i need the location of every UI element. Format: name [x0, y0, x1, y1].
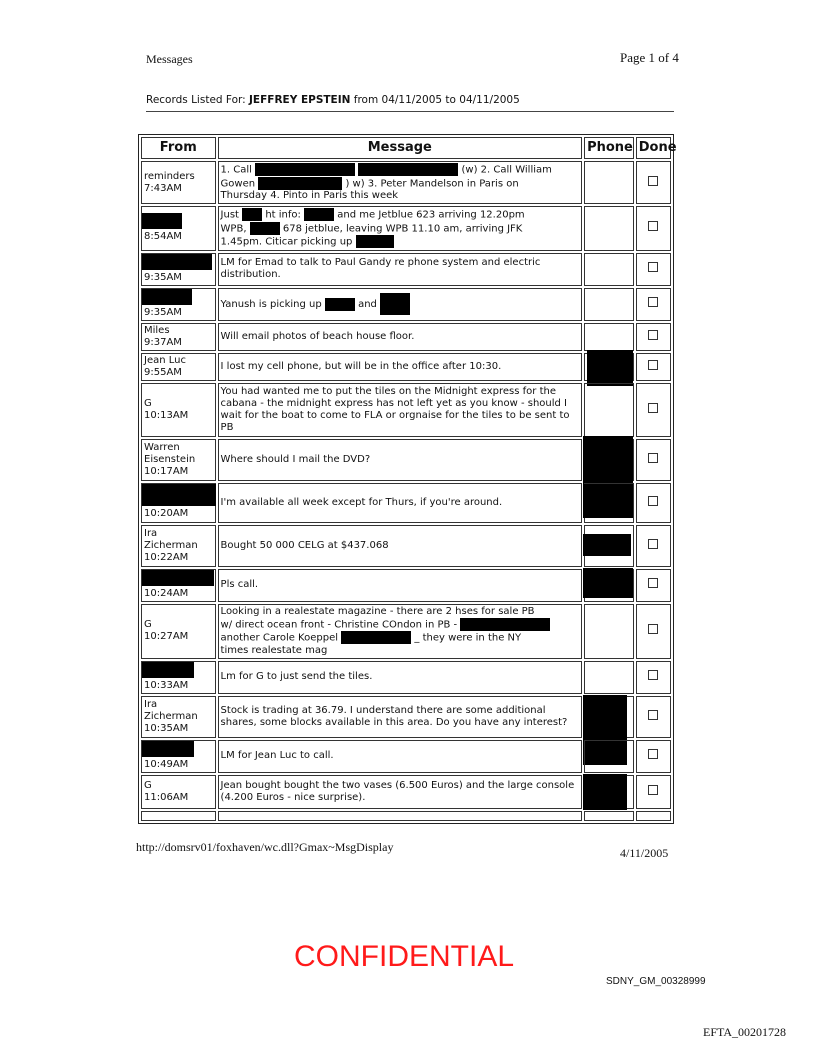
redaction — [356, 235, 394, 248]
message-time: 10:24AM — [144, 587, 189, 599]
message-from — [141, 288, 216, 321]
done-checkbox[interactable] — [648, 624, 658, 634]
message-from: Warren Eisenstein 10:17AM — [141, 439, 216, 481]
message-fragment: Thursday 4. Pinto in Paris this week — [220, 190, 399, 201]
message-fragment: _ they were in the NY — [414, 632, 522, 644]
footer-url: http://domsrv01/foxhaven/wc.dll?Gmax~MsgDisplay — [136, 840, 394, 854]
redaction — [325, 298, 355, 311]
message-fragment: another Carole Koeppel — [220, 632, 339, 644]
table-row — [141, 661, 671, 694]
phone-cell — [584, 604, 634, 659]
message-from — [141, 483, 216, 523]
phone-cell — [584, 383, 634, 437]
redaction — [583, 568, 633, 598]
message-fragment: (w) 2. Call William — [461, 164, 552, 176]
redaction — [142, 254, 212, 270]
message-time: 10:33AM — [144, 679, 189, 691]
redaction — [583, 436, 633, 484]
message-text — [218, 604, 583, 659]
footer-date: 4/11/2005 — [620, 846, 669, 860]
message-text: LM for Emad to talk to Paul Gandy re phone system and electric distribution. — [218, 253, 583, 286]
message-text — [218, 161, 583, 204]
table-row — [141, 323, 671, 351]
bates-number: SDNY_GM_00328999 — [606, 976, 706, 987]
done-checkbox[interactable] — [648, 453, 658, 463]
message-fragment: times realestate mag — [220, 644, 328, 656]
message-fragment: and me Jetblue 623 arriving 12.20pm — [337, 209, 525, 221]
done-checkbox[interactable] — [648, 578, 658, 588]
phone-cell — [584, 323, 634, 351]
message-fragment: and — [358, 299, 377, 310]
header-rule — [146, 111, 674, 112]
column-header-phone: Phone — [584, 137, 634, 159]
table-row — [141, 525, 671, 567]
redaction — [583, 534, 631, 556]
redaction — [460, 618, 550, 631]
done-checkbox[interactable] — [648, 297, 658, 307]
table-row — [141, 569, 671, 602]
phone-cell — [584, 253, 634, 286]
done-cell — [636, 161, 671, 204]
message-fragment: 678 jetblue, leaving WPB 11.10 am, arriving JFK — [282, 223, 523, 234]
message-from — [141, 569, 216, 602]
phone-cell — [584, 439, 634, 481]
message-from: Ira Zicherman 10:22AM — [141, 525, 216, 567]
message-from — [141, 253, 216, 286]
message-time: 9:35AM — [144, 306, 182, 318]
redaction — [358, 163, 458, 176]
message-fragment: Gowen — [220, 178, 256, 189]
done-cell — [636, 288, 671, 321]
message-from: G 10:27AM — [141, 604, 216, 659]
message-text: I lost my cell phone, but will be in the office after 10:30. — [218, 353, 583, 381]
phone-cell — [584, 161, 634, 204]
phone-cell — [584, 288, 634, 321]
done-cell — [636, 206, 671, 251]
table-row — [141, 383, 671, 437]
phone-cell — [584, 353, 634, 381]
message-from: Ira Zicherman 10:35AM — [141, 696, 216, 738]
message-text: Where should I mail the DVD? — [218, 439, 583, 481]
redaction — [250, 222, 280, 235]
document-title: Messages — [146, 52, 193, 66]
redaction — [258, 177, 342, 190]
table-row — [141, 206, 671, 251]
column-header-done: Done — [636, 137, 671, 159]
records-name: JEFFREY EPSTEIN — [249, 94, 351, 106]
records-prefix: Records Listed For: — [146, 94, 246, 106]
redaction — [142, 570, 214, 586]
redaction — [583, 774, 627, 810]
table-row — [141, 604, 671, 659]
table-header-row — [141, 137, 671, 159]
message-fragment: Just — [220, 209, 239, 221]
table-row — [141, 353, 671, 381]
message-fragment: Yanush is picking up — [220, 299, 322, 310]
done-checkbox[interactable] — [648, 710, 658, 720]
table-row — [141, 161, 671, 204]
done-cell — [636, 775, 671, 809]
redaction — [255, 163, 355, 176]
message-fragment: w/ direct ocean front - Christine COndon in PB - — [220, 619, 458, 630]
column-header-message: Message — [218, 137, 583, 159]
redaction — [142, 741, 194, 757]
message-fragment: 1. Call — [220, 164, 252, 176]
done-checkbox[interactable] — [648, 496, 658, 506]
message-text: Bought 50 000 CELG at $437.068 — [218, 525, 583, 567]
done-cell — [636, 253, 671, 286]
phone-cell — [584, 775, 634, 809]
message-text: Pls call. — [218, 569, 583, 602]
table-row — [141, 696, 671, 738]
done-cell — [636, 569, 671, 602]
redaction — [341, 631, 411, 644]
table-row — [141, 740, 671, 773]
message-from — [141, 661, 216, 694]
message-text — [218, 288, 583, 321]
message-fragment: WPB, — [220, 223, 247, 234]
done-cell — [636, 525, 671, 567]
done-cell — [636, 740, 671, 773]
done-cell — [636, 323, 671, 351]
done-cell — [636, 696, 671, 738]
done-checkbox[interactable] — [648, 360, 658, 370]
redaction — [587, 350, 633, 386]
table-row — [141, 775, 671, 809]
confidential-stamp: CONFIDENTIAL — [294, 940, 515, 973]
table-row — [141, 439, 671, 481]
message-from: Jean Luc 9:55AM — [141, 353, 216, 381]
message-time: 10:49AM — [144, 758, 189, 770]
done-cell — [636, 383, 671, 437]
done-cell — [636, 604, 671, 659]
message-text — [218, 206, 583, 251]
done-cell — [636, 439, 671, 481]
message-text: I'm available all week except for Thurs, if you're around. — [218, 483, 583, 523]
phone-cell — [584, 740, 634, 773]
done-cell — [636, 661, 671, 694]
messages-table — [138, 134, 677, 824]
message-text: LM for Jean Luc to call. — [218, 740, 583, 773]
phone-cell — [584, 696, 634, 738]
message-from: G 10:13AM — [141, 383, 216, 437]
phone-cell — [584, 569, 634, 602]
message-time: 8:54AM — [144, 230, 182, 242]
done-checkbox[interactable] — [648, 176, 658, 186]
done-checkbox[interactable] — [648, 749, 658, 759]
done-cell — [636, 353, 671, 381]
message-text: Stock is trading at 36.79. I understand there are some additional shares, some blocks available in this area. Do you have any interest? — [218, 696, 583, 738]
redaction — [242, 208, 262, 221]
message-fragment: 1.45pm. Citicar picking up — [220, 236, 353, 248]
message-text: Will email photos of beach house floor. — [218, 323, 583, 351]
message-text: Jean bought bought the two vases (6.500 Euros) and the large console (4.200 Euros - nice surprise). — [218, 775, 583, 809]
message-from: G 11:06AM — [141, 775, 216, 809]
table-row — [141, 288, 671, 321]
phone-cell — [584, 525, 634, 567]
message-text: Lm for G to just send the tiles. — [218, 661, 583, 694]
message-fragment: Looking in a realestate magazine - there are 2 hses for sale PB — [220, 605, 535, 617]
page-number: Page 1 of 4 — [620, 50, 679, 65]
redaction — [142, 662, 194, 678]
message-text: You had wanted me to put the tiles on the Midnight express for the cabana - the midnight express has not left yet as you know - should I wait for the boat to come to FLA or orgnaise for the tiles to be sent to PB — [218, 383, 583, 437]
redaction — [142, 213, 182, 229]
done-checkbox[interactable] — [648, 539, 658, 549]
message-from: Miles 9:37AM — [141, 323, 216, 351]
table-row — [141, 483, 671, 523]
column-header-from: From — [141, 137, 216, 159]
phone-cell — [584, 483, 634, 523]
table-row-empty — [141, 811, 671, 821]
redaction — [142, 484, 216, 506]
done-checkbox[interactable] — [648, 262, 658, 272]
redaction — [583, 484, 633, 518]
redaction — [304, 208, 334, 221]
message-fragment: ) w) 3. Peter Mandelson in Paris on — [345, 178, 519, 189]
done-checkbox[interactable] — [648, 785, 658, 795]
done-checkbox[interactable] — [648, 221, 658, 231]
message-time: 9:35AM — [144, 271, 182, 283]
records-range: from 04/11/2005 to 04/11/2005 — [353, 94, 520, 106]
message-fragment: ht info: — [265, 209, 301, 221]
phone-cell — [584, 206, 634, 251]
table-row — [141, 253, 671, 286]
redaction — [380, 293, 410, 315]
message-from — [141, 740, 216, 773]
efta-number: EFTA_00201728 — [703, 1025, 787, 1039]
done-checkbox[interactable] — [648, 330, 658, 340]
message-from — [141, 206, 216, 251]
done-checkbox[interactable] — [648, 403, 658, 413]
redaction — [142, 289, 192, 305]
message-from: reminders 7:43AM — [141, 161, 216, 204]
records-line — [146, 94, 520, 106]
done-cell — [636, 483, 671, 523]
done-checkbox[interactable] — [648, 670, 658, 680]
phone-cell — [584, 661, 634, 694]
message-time: 10:20AM — [144, 508, 189, 519]
